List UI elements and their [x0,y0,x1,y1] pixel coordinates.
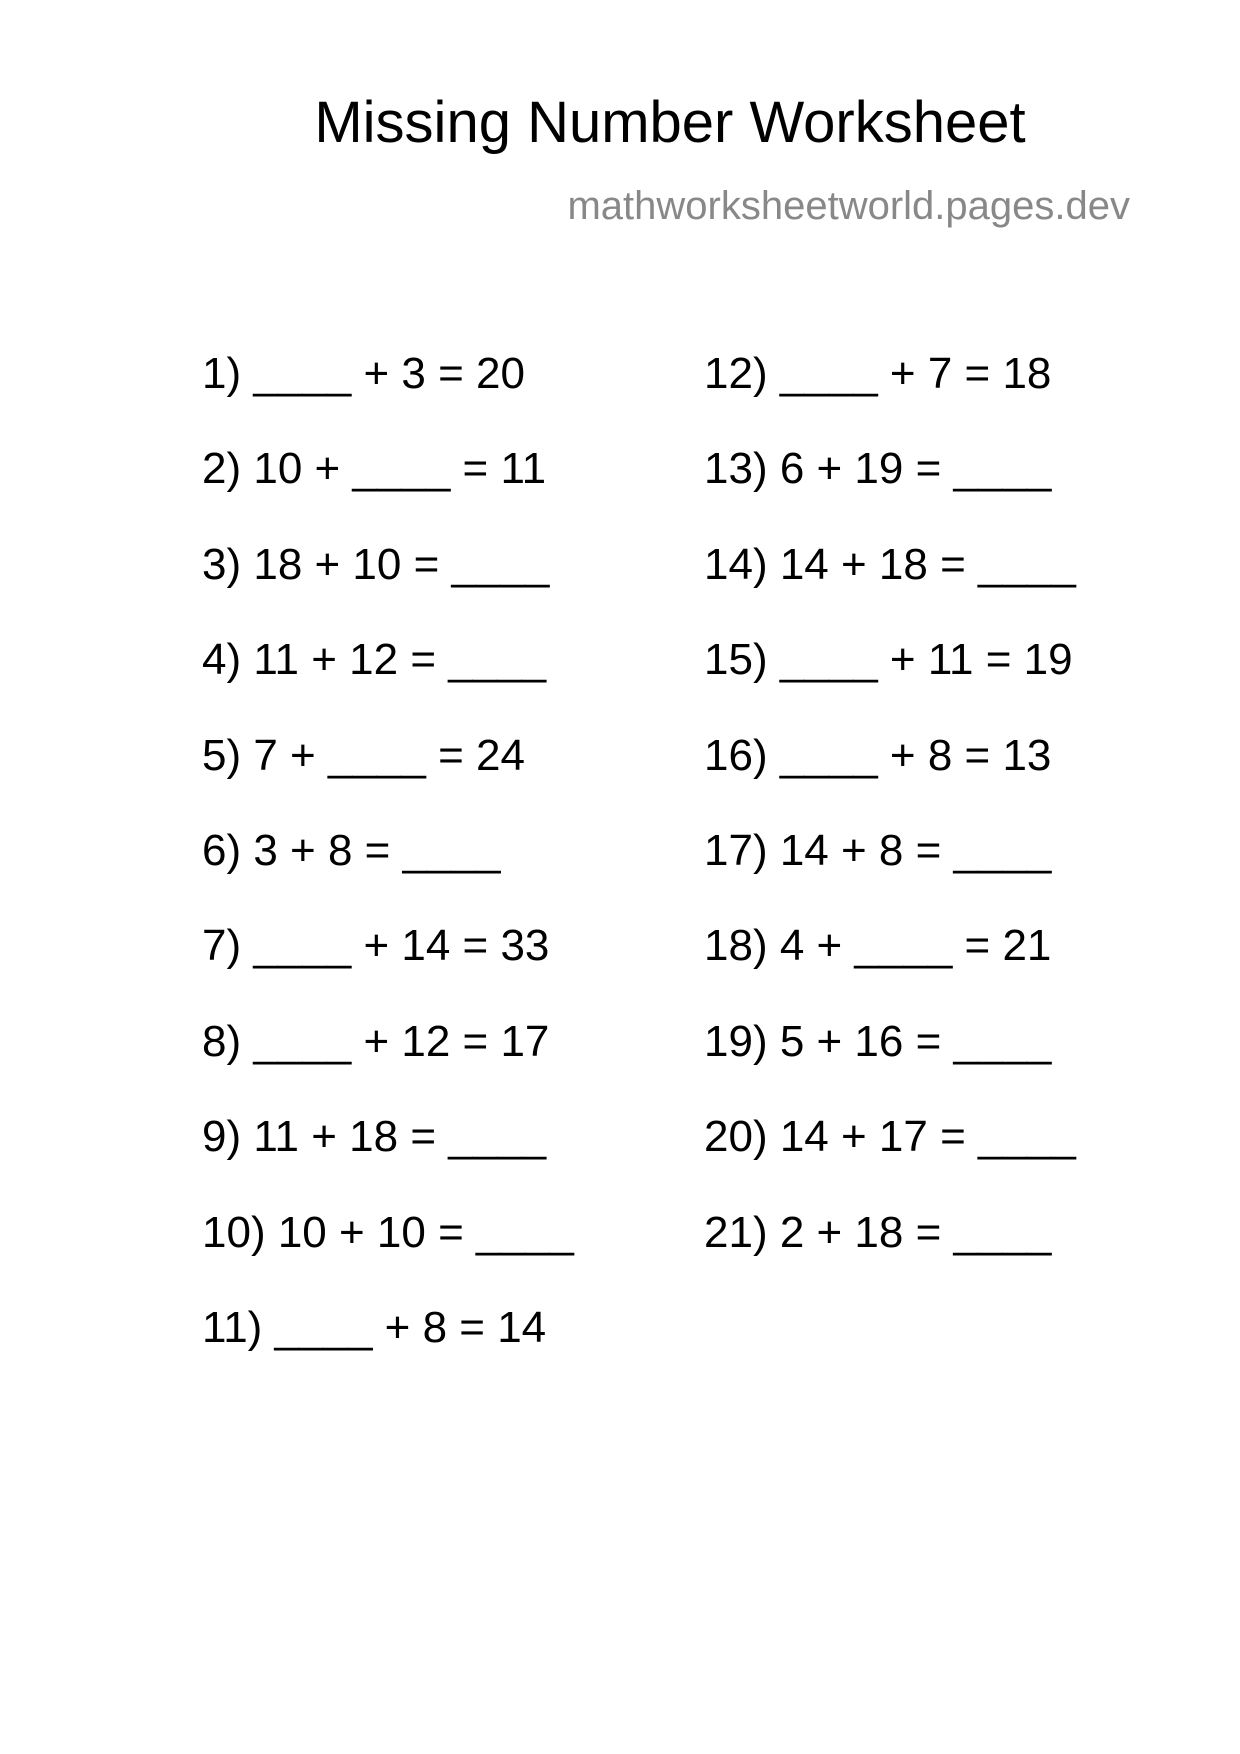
problem-20: 20) 14 + 17 = ____ [704,1112,1076,1162]
website-url: mathworksheetworld.pages.dev [567,184,1130,228]
problem-8: 8) ____ + 12 = 17 [202,1016,550,1066]
problem-11: 11) ____ + 8 = 14 [202,1302,547,1352]
problem-13: 13) 6 + 19 = ____ [704,444,1052,494]
problem-9: 9) 11 + 18 = ____ [202,1112,547,1162]
problem-5: 5) 7 + ____ = 24 [202,730,525,780]
problem-6: 6) 3 + 8 = ____ [202,825,501,875]
problem-18: 18) 4 + ____ = 21 [704,921,1052,971]
problem-column-left [202,349,574,1401]
problem-2: 2) 10 + ____ = 11 [202,444,547,494]
problem-12: 12) ____ + 7 = 18 [704,349,1052,398]
problem-3: 3) 18 + 10 = ____ [202,539,550,589]
problem-1: 1) ____ + 3 = 20 [202,349,525,398]
problem-16: 16) ____ + 8 = 13 [704,730,1052,780]
problem-14: 14) 14 + 18 = ____ [704,539,1076,589]
problem-column-right [704,349,1076,1306]
problem-4: 4) 11 + 12 = ____ [202,635,547,685]
problem-10: 10) 10 + 10 = ____ [202,1207,574,1257]
worksheet-title: Missing Number Worksheet [314,90,1026,155]
problem-17: 17) 14 + 8 = ____ [704,825,1052,875]
problem-21: 21) 2 + 18 = ____ [704,1207,1052,1257]
problem-7: 7) ____ + 14 = 33 [202,921,550,971]
problem-19: 19) 5 + 16 = ____ [704,1016,1052,1066]
problem-15: 15) ____ + 11 = 19 [704,635,1073,685]
